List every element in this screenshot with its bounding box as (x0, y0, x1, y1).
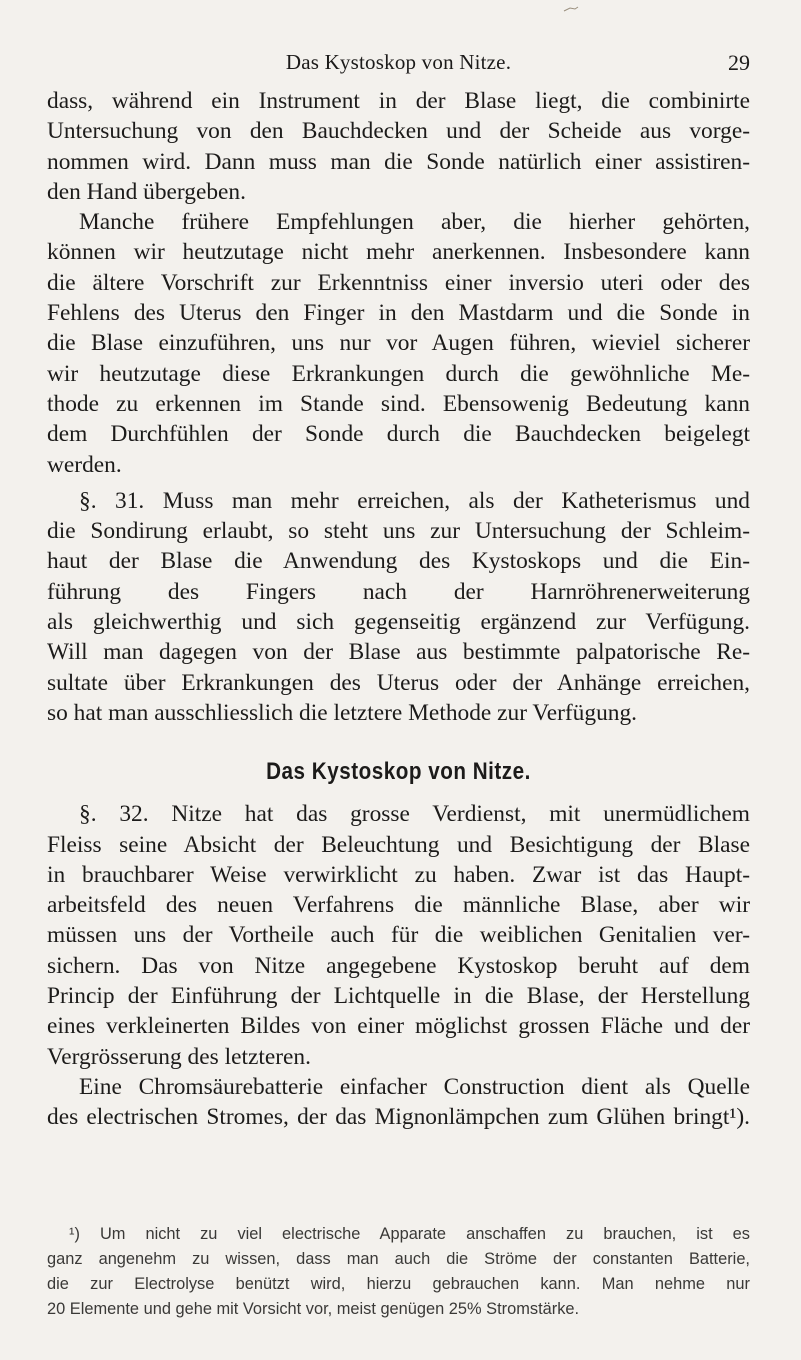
page-number: 29 (728, 50, 750, 75)
paragraph-1 (47, 86, 750, 207)
text-line: sultate über Erkrankungen des Uterus oder der Anhänge erreichen, (47, 669, 750, 696)
footnote-line: 20 Elemente und gehe mit Vorsicht vor, meist genügen 25% Stromstärke. (47, 1300, 580, 1318)
text-line: in brauchbarer Weise verwirklicht zu haben. Zwar ist das Haupt- (47, 861, 750, 888)
body-text (47, 86, 750, 1133)
text-line: die ältere Vorschrift zur Erkenntniss einer inversio uteri oder des (47, 269, 750, 296)
text-line: können wir heutzutage nicht mehr anerkennen. Insbesondere kann (47, 239, 750, 266)
text-line: müssen uns der Vortheile auch für die weiblichen Genitalien ver- (47, 922, 750, 949)
paragraph-3 (47, 486, 750, 728)
text-line: haut der Blase die Anwendung des Kystoskops und die Ein- (47, 548, 750, 575)
text-line: den Hand übergeben. (47, 178, 246, 205)
text-line: Fehlens des Uterus den Finger in den Mastdarm und die Sonde in (47, 300, 750, 327)
text-line: Untersuchung von den Bauchdecken und der Scheide aus vorge- (47, 118, 750, 145)
footnote (47, 1222, 750, 1322)
text-line: thode zu erkennen im Stande sind. Ebensowenig Bedeutung kann (47, 390, 750, 417)
text-line: die Sondirung erlaubt, so steht uns zur Untersuchung der Schleim- (47, 518, 750, 545)
text-line: Vergrösserung des letzteren. (47, 1043, 311, 1070)
paragraph-2 (47, 207, 750, 480)
footnote-line: die zur Electrolyse benützt wird, hierzu gebrauchen kann. Man nehme nur (47, 1275, 750, 1293)
text-line: Manche frühere Empfehlungen aber, die hierher gehörten, (79, 209, 750, 236)
text-line: Eine Chromsäurebatterie einfacher Construction dient als Quelle (79, 1073, 750, 1100)
paragraph-4 (47, 799, 750, 1072)
text-line: des electrischen Stromes, der das Mignonlämpchen zum Glühen bringt¹). (47, 1104, 750, 1131)
running-title: Das Kystoskop von Nitze. (285, 50, 512, 74)
text-line: die Blase einzuführen, uns nur vor Augen führen, wieviel sicherer (47, 330, 750, 357)
text-line: Will man dagegen von der Blase aus bestimmte palpatorische Re- (47, 639, 750, 666)
text-line: sichern. Das von Nitze angegebene Kystoskop beruht auf dem (47, 952, 750, 979)
paragraph-5 (47, 1072, 750, 1133)
text-line: als gleichwerthig und sich gegenseitig ergänzend zur Verfügung. (47, 609, 750, 636)
text-line: Fleiss seine Absicht der Beleuchtung und Besichtigung der Blase (47, 831, 750, 858)
text-line: dass, während ein Instrument in der Blase liegt, die combinirte (47, 88, 750, 114)
text-line: führung des Fingers nach der Harnröhrenerweiterung (47, 578, 750, 605)
text-line: §. 31. Muss man mehr erreichen, als der Katheterismus und (79, 487, 750, 514)
text-line: wir heutzutage diese Erkrankungen durch die gewöhnliche Me- (47, 360, 750, 387)
text-line: so hat man ausschliesslich die letztere Methode zur Verfügung. (47, 699, 638, 726)
text-line: nommen wird. Dann muss man die Sonde natürlich einer assistiren- (47, 148, 750, 175)
footnote-line: ganz angenehm zu wissen, dass man auch die Ströme der constanten Batterie, (47, 1250, 750, 1268)
text-line: werden. (47, 451, 122, 478)
text-line: eines verkleinerten Bildes von einer möglichst grossen Fläche und der (47, 1013, 750, 1040)
footnote-line: ¹) Um nicht zu viel electrische Apparate anschaffen zu brauchen, ist es (69, 1225, 750, 1243)
text-line: arbeitsfeld des neuen Verfahrens die männliche Blase, aber wir (47, 892, 750, 919)
text-line: §. 32. Nitze hat das grosse Verdienst, mit unermüdlichem (79, 801, 750, 828)
text-line: Princip der Einführung der Lichtquelle in die Blase, der Herstellung (47, 983, 750, 1010)
section-heading: Das Kystoskop von Nitze. (266, 758, 531, 786)
text-line: dem Durchfühlen der Sonde durch die Bauchdecken beigelegt (47, 421, 750, 448)
running-head (47, 50, 750, 74)
ink-mark (563, 6, 579, 12)
